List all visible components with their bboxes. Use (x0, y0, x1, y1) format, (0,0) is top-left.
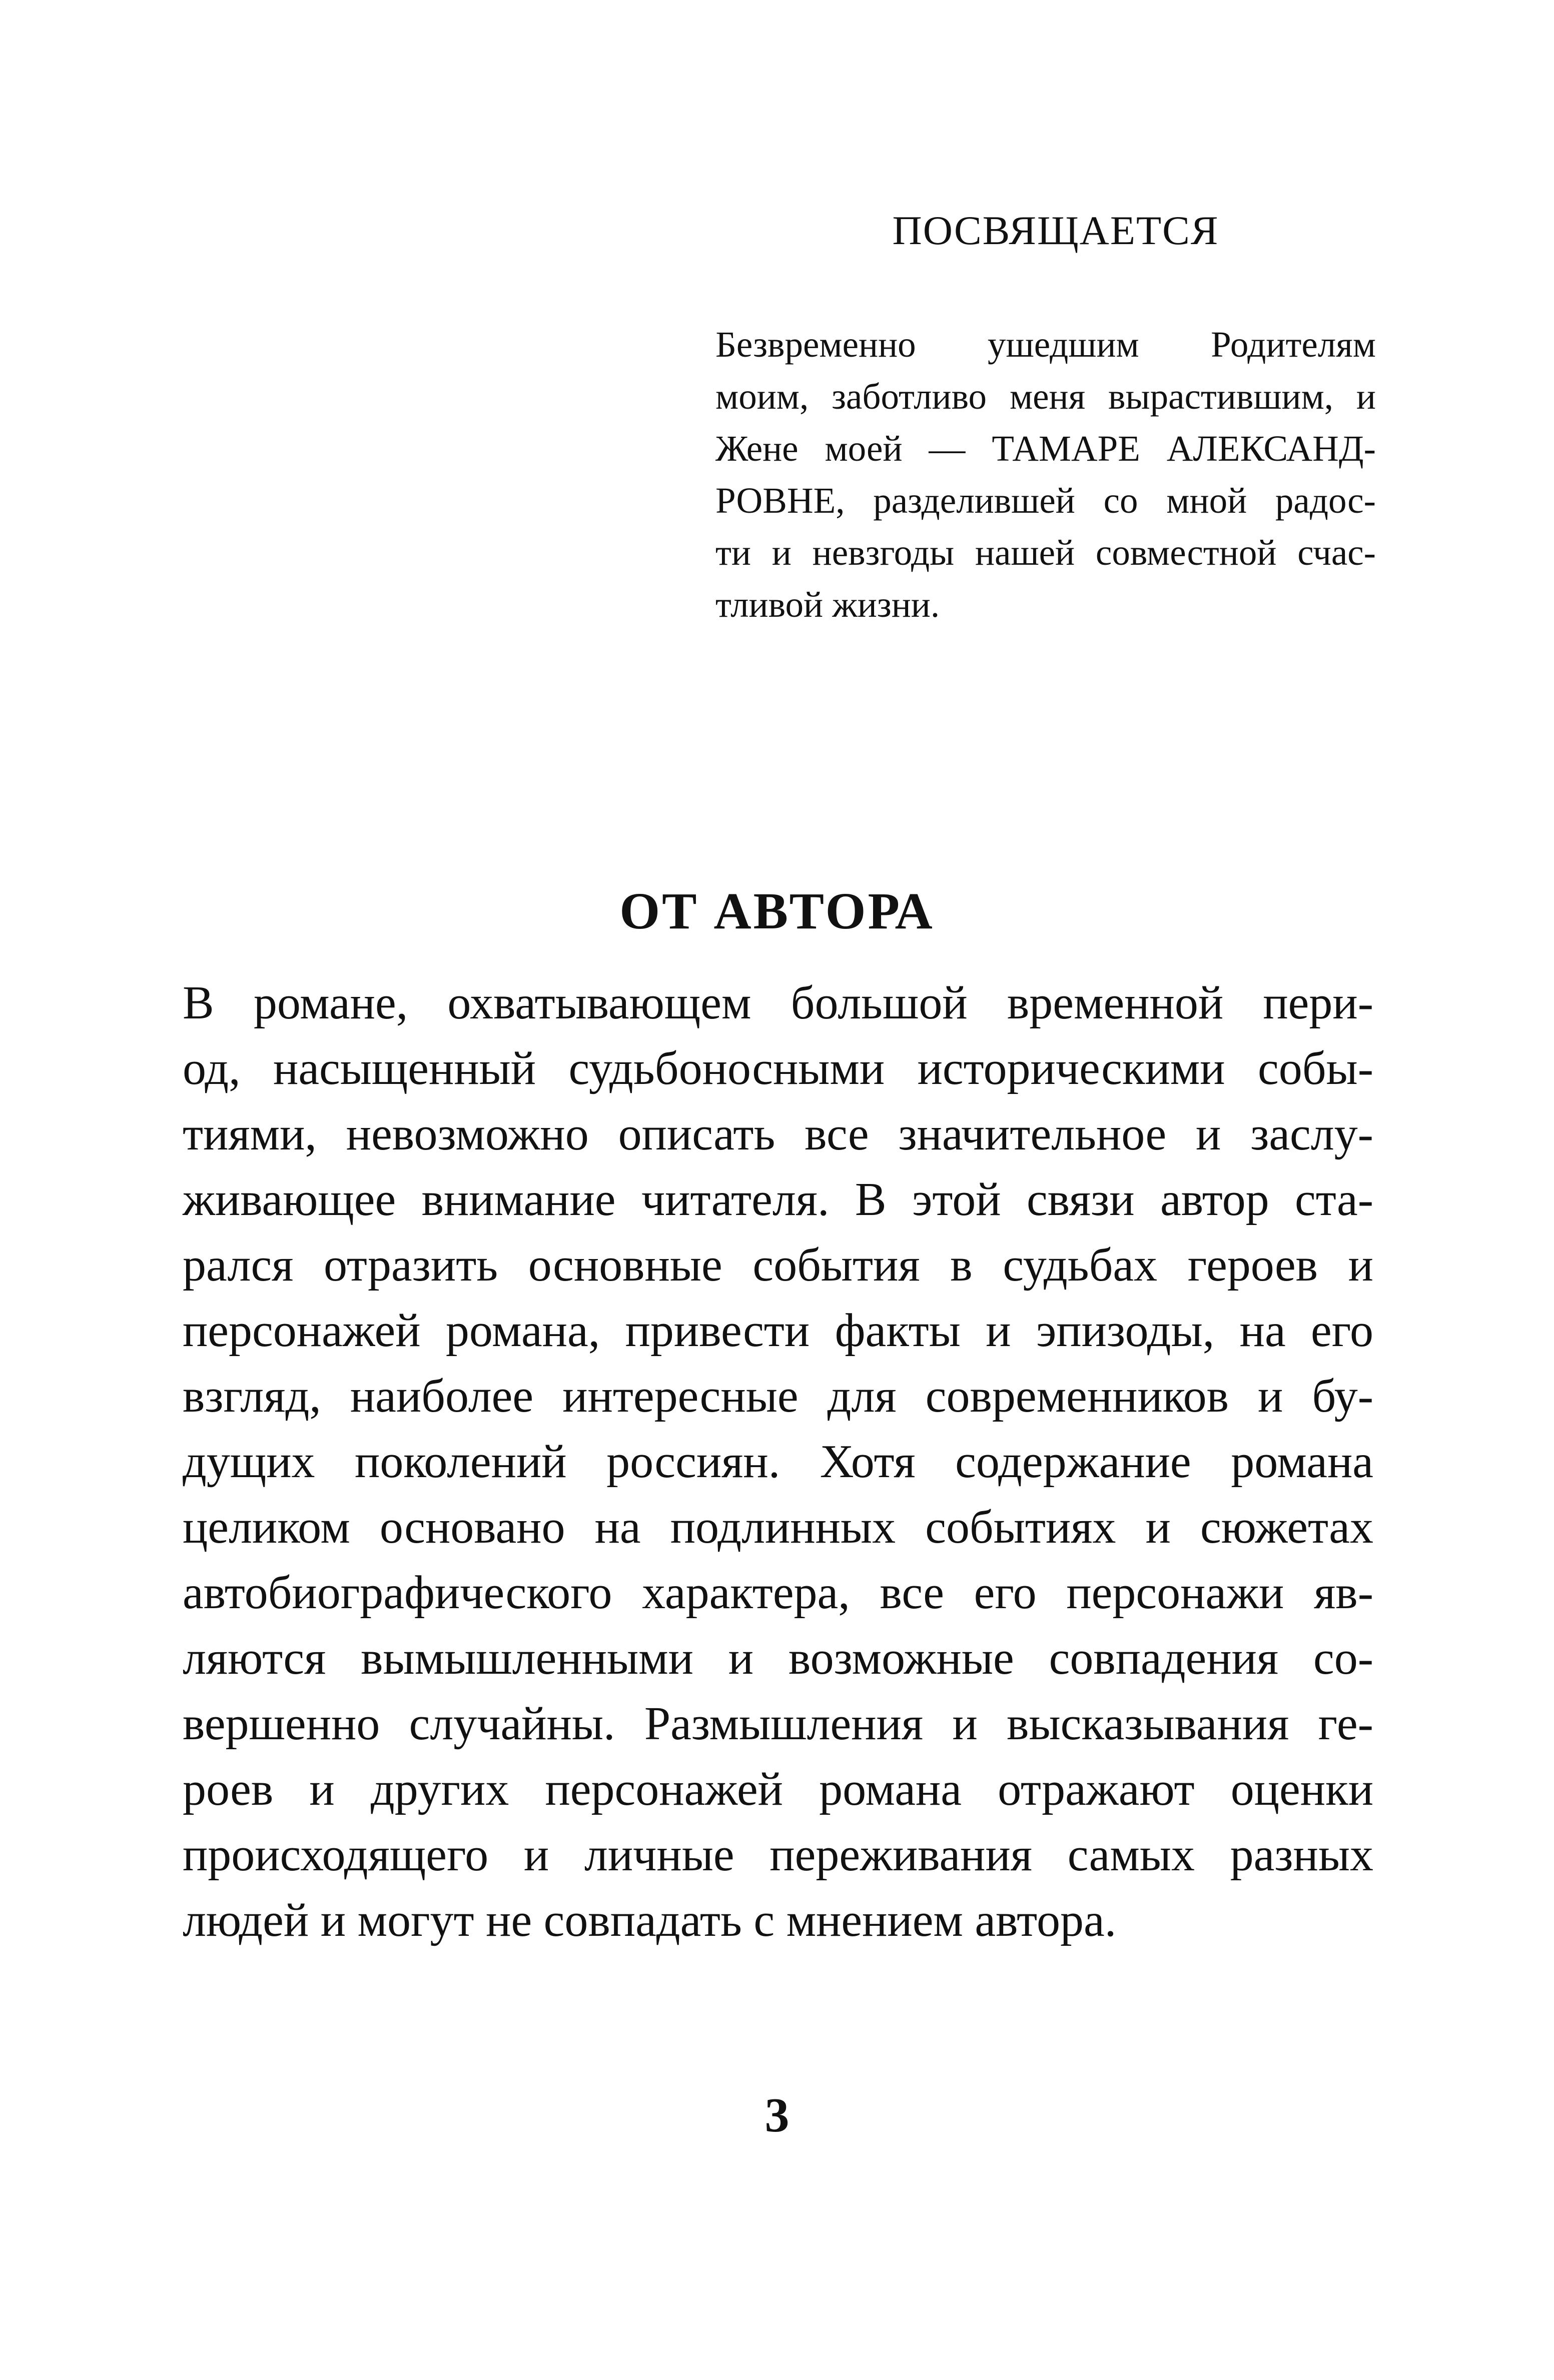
dedication-line: моим, заботливо меня вырастившим, и (715, 376, 1376, 417)
paragraph-line: живающее внимание читателя. В этой связи автор ста- (183, 1173, 1373, 1226)
dedication-block (715, 210, 1376, 631)
page-number: 3 (764, 2088, 790, 2142)
paragraph-line: дущих поколений россиян. Хотя содержание романа (183, 1436, 1373, 1488)
paragraph-line: взгляд, наиболее интересные для современников и бу- (183, 1370, 1373, 1422)
from-author-paragraph (183, 970, 1373, 1953)
paragraph-line: ляются вымышленными и возможные совпадения со- (183, 1632, 1373, 1684)
dedication-title: ПОСВЯЩАЕТСЯ (892, 208, 1219, 253)
paragraph-line: од, насыщенный судьбоносными историческими собы- (183, 1042, 1373, 1094)
paragraph-line: роев и других персонажей романа отражают оценки (183, 1763, 1373, 1815)
dedication-line: ти и невзгоды нашей совместной счас- (715, 532, 1376, 573)
paragraph-line: вершенно случайны. Размышления и высказывания ге- (183, 1698, 1373, 1750)
paragraph-line: людей и могут не совпадать с мнением автора. (183, 1894, 1117, 1946)
paragraph-line: автобиографического характера, все его персонажи яв- (183, 1567, 1373, 1619)
dedication-line: Жене моей — ТАМАРЕ АЛЕКСАНД- (715, 428, 1376, 469)
paragraph-line: происходящего и личные переживания самых разных (183, 1829, 1373, 1881)
from-author-heading: ОТ АВТОРА (619, 882, 935, 940)
paragraph-line: В романе, охватывающем большой временной пери- (183, 977, 1373, 1029)
paragraph-line: тиями, невозможно описать все значительное и заслу- (183, 1108, 1373, 1160)
paragraph-line: целиком основано на подлинных событиях и сюжетах (183, 1501, 1373, 1553)
dedication-line: тливой жизни. (715, 584, 940, 625)
dedication-text (715, 319, 1376, 631)
dedication-line: Безвременно ушедшим Родителям (715, 324, 1376, 365)
dedication-line: РОВНЕ, разделившей со мной радос- (715, 480, 1376, 521)
paragraph-line: персонажей романа, привести факты и эпизоды, на его (183, 1305, 1373, 1357)
paragraph-line: рался отразить основные события в судьбах героев и (183, 1239, 1373, 1291)
